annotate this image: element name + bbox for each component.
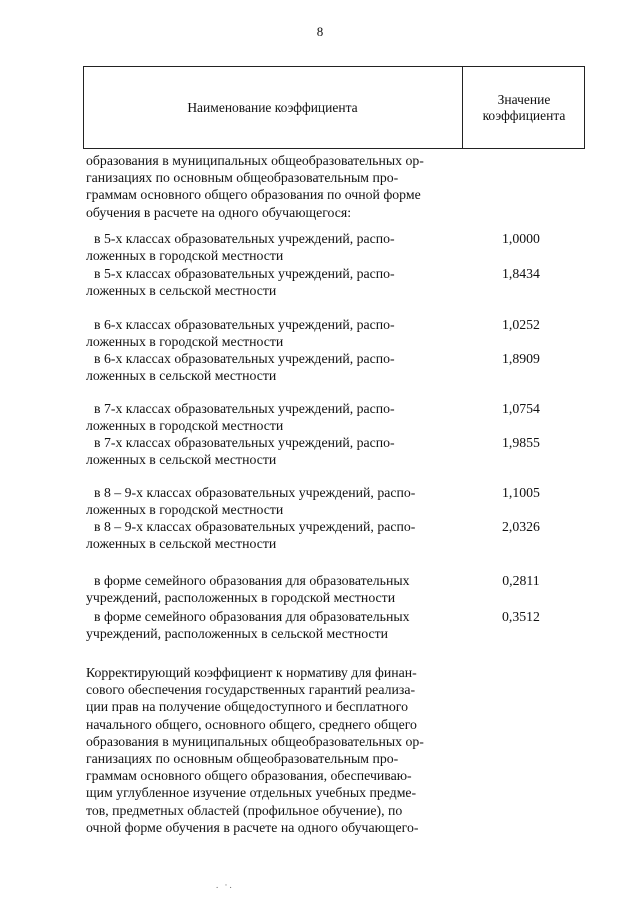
- coefficient-value: 1,0754: [502, 401, 540, 416]
- row-text-line1: в 7-х классах образовательных учреждений, распо-: [94, 401, 395, 416]
- closing-line: образования в муниципальных общеобразовательных ор-: [86, 733, 424, 749]
- row-text-line2: ложенных в сельской местности: [86, 452, 277, 468]
- intro-line: образования в муниципальных общеобразовательных ор-: [86, 153, 424, 168]
- row-text-line1: в 8 – 9-х классах образовательных учреждений, распо-: [94, 485, 416, 500]
- closing-paragraph: [86, 664, 458, 836]
- coefficient-value: 1,8434: [502, 266, 540, 281]
- closing-line: ции прав на получение общедоступного и бесплатного: [86, 699, 408, 715]
- row-text-line2: ложенных в сельской местности: [86, 368, 277, 384]
- closing-line: очной форме обучения в расчете на одного обучающего-: [86, 819, 419, 835]
- closing-line: ганизациях по основным общеобразовательным про-: [86, 751, 399, 767]
- coefficient-value: 2,0326: [502, 519, 540, 534]
- intro-line: обучения в расчете на одного обучающегося:: [86, 204, 352, 220]
- row-text-line2: ложенных в сельской местности: [86, 536, 277, 552]
- coefficient-row: [86, 518, 458, 552]
- row-text-line1: в форме семейного образования для образовательных: [94, 573, 410, 588]
- row-text-line1: в 6-х классах образовательных учреждений, распо-: [94, 317, 395, 332]
- closing-line: граммам основного общего образования, обеспечиваю-: [86, 768, 412, 784]
- coefficient-value: 1,0000: [502, 231, 540, 246]
- intro-paragraph: [86, 152, 458, 221]
- scan-specks-decoration: . ·.: [216, 880, 234, 890]
- coefficient-row: [86, 434, 458, 468]
- closing-line: тов, предметных областей (профильное обучение), по: [86, 802, 403, 818]
- coefficient-row: [86, 316, 458, 350]
- coefficient-value: 1,8909: [502, 351, 540, 366]
- coefficient-value: 1,9855: [502, 435, 540, 450]
- column-header-value: [463, 66, 585, 149]
- row-text-line2: учреждений, расположенных в городской местности: [86, 590, 396, 606]
- row-text-line1: в 6-х классах образовательных учреждений, распо-: [94, 351, 395, 366]
- coefficient-row: [86, 230, 458, 264]
- coefficient-value: 1,0252: [502, 317, 540, 332]
- coefficient-value: 0,2811: [502, 573, 540, 588]
- coefficient-value: 1,1005: [502, 485, 540, 500]
- closing-line: щим углубленное изучение отдельных учебных предме-: [86, 785, 417, 801]
- row-text-line2: ложенных в сельской местности: [86, 283, 277, 299]
- column-header-value-line1: Значение: [497, 91, 551, 107]
- row-text-line1: в 7-х классах образовательных учреждений, распо-: [94, 435, 395, 450]
- intro-line: граммам основного общего образования по очной форме: [86, 187, 421, 203]
- coefficient-row: [86, 400, 458, 434]
- page-number: 8: [316, 24, 324, 39]
- intro-line: ганизациях по основным общеобразовательным про-: [86, 170, 399, 186]
- coefficient-row: [86, 572, 458, 606]
- coefficient-row: [86, 484, 458, 518]
- coefficient-value: 0,3512: [502, 609, 540, 624]
- closing-line: Корректирующий коэффициент к нормативу для финан-: [86, 665, 417, 680]
- row-text-line1: в 5-х классах образовательных учреждений, распо-: [94, 266, 395, 281]
- row-text-line2: ложенных в городской местности: [86, 334, 284, 350]
- row-text-line1: в 5-х классах образовательных учреждений, распо-: [94, 231, 395, 246]
- row-text-line2: ложенных в городской местности: [86, 248, 284, 264]
- row-text-line1: в форме семейного образования для образовательных: [94, 609, 410, 624]
- coefficient-row: [86, 350, 458, 384]
- row-text-line2: учреждений, расположенных в сельской местности: [86, 626, 389, 642]
- coefficient-row: [86, 608, 458, 642]
- row-text-line1: в 8 – 9-х классах образовательных учреждений, распо-: [94, 519, 416, 534]
- row-text-line2: ложенных в городской местности: [86, 502, 284, 518]
- column-header-name: Наименование коэффициента: [187, 99, 358, 115]
- row-text-line2: ложенных в городской местности: [86, 418, 284, 434]
- closing-line: начального общего, основного общего, среднего общего: [86, 716, 417, 732]
- closing-line: сового обеспечения государственных гарантий реализа-: [86, 682, 416, 698]
- column-header-value-line2: коэффициента: [482, 107, 566, 123]
- coefficient-row: [86, 265, 458, 299]
